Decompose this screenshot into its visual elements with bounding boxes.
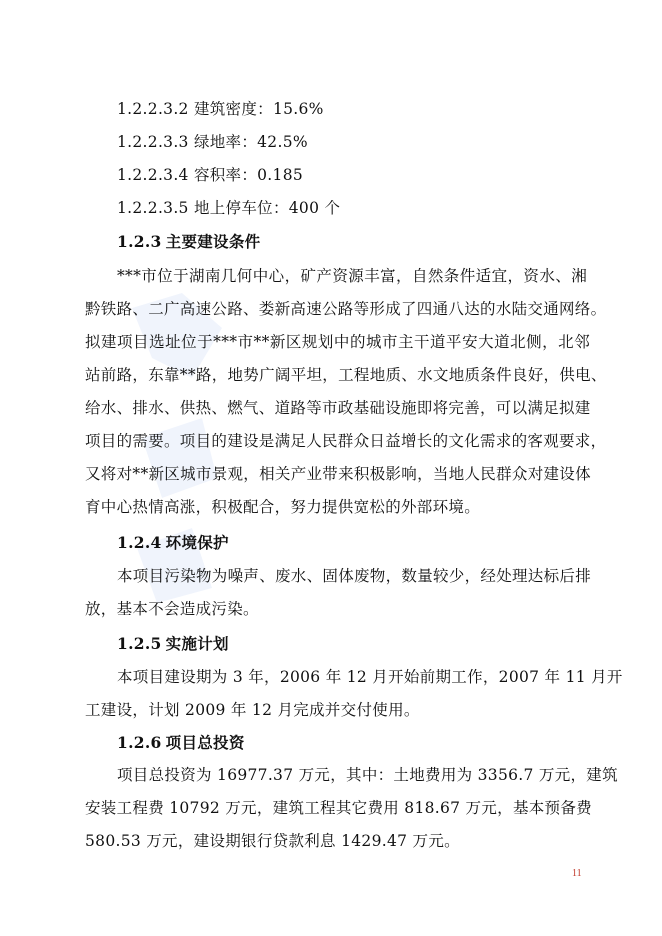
paragraph-line: 放，基本不会造成污染。 [85, 600, 259, 618]
heading-number: 1.2.5 [117, 634, 162, 653]
paragraph-line: 给水、排水、供热、燃气、道路等市政基础设施即将完善，可以满足拟建 [85, 399, 591, 417]
item-green-rate: 1.2.2.3.3 绿地率：42.5% [117, 133, 308, 151]
heading-number: 1.2.6 [117, 733, 162, 752]
paragraph-line: 本项目建设期为 3 年，2006 年 12 月开始前期工作，2007 年 11 月开 [117, 668, 623, 686]
paragraph-line: 项目的需要。项目的建设是满足人民群众日益增长的文化需求的客观要求， [85, 432, 607, 450]
heading-number: 1.2.4 [117, 533, 162, 552]
heading-1-2-5 [117, 633, 622, 655]
paragraph-line: 站前路，东靠**路，地势广阔平坦，工程地质、水文地质条件良好，供电、 [85, 366, 607, 384]
paragraph-line: ***市位于湖南几何中心，矿产资源丰富，自然条件适宜，资水、湘 [117, 267, 587, 285]
paragraph-line: 项目总投资为 16977.37 万元，其中：土地费用为 3356.7 万元，建筑 [117, 766, 618, 784]
paragraph-line: 黔铁路、二广高速公路、娄新高速公路等形成了四通八达的水陆交通网络。 [85, 300, 607, 318]
heading-1-2-4 [117, 532, 622, 554]
paragraph-line: 育中心热情高涨，积极配合，努力提供宽松的外部环境。 [85, 498, 481, 516]
paragraph-line: 工建设，计划 2009 年 12 月完成并交付使用。 [85, 701, 420, 719]
paragraph-line: 拟建项目选址位于***市**新区规划中的城市主干道平安大道北侧，北邻 [85, 333, 590, 351]
paragraph-line: 本项目污染物为噪声、废水、固体废物，数量较少，经处理达标后排 [117, 567, 592, 585]
heading-title: 主要建设条件 [165, 232, 261, 251]
heading-number: 1.2.3 [117, 232, 162, 251]
paragraph-line: 又将对**新区城市景观，相关产业带来积极影响，当地人民群众对建设体 [85, 465, 591, 483]
item-building-density: 1.2.2.3.2 建筑密度：15.6% [117, 100, 324, 118]
heading-1-2-3 [117, 231, 622, 253]
heading-1-2-6 [117, 732, 622, 754]
heading-title: 环境保护 [165, 533, 229, 552]
page-number: 11 [572, 868, 582, 879]
item-floor-area-ratio: 1.2.2.3.4 容积率：0.185 [117, 166, 304, 184]
paragraph-line: 安装工程费 10792 万元，建筑工程其它费用 818.67 万元，基本预备费 [85, 799, 592, 817]
item-parking: 1.2.2.3.5 地上停车位：400 个 [117, 199, 341, 217]
paragraph-line: 580.53 万元，建设期银行贷款利息 1429.47 万元。 [85, 832, 460, 850]
heading-title: 实施计划 [165, 634, 229, 653]
heading-title: 项目总投资 [165, 733, 245, 752]
